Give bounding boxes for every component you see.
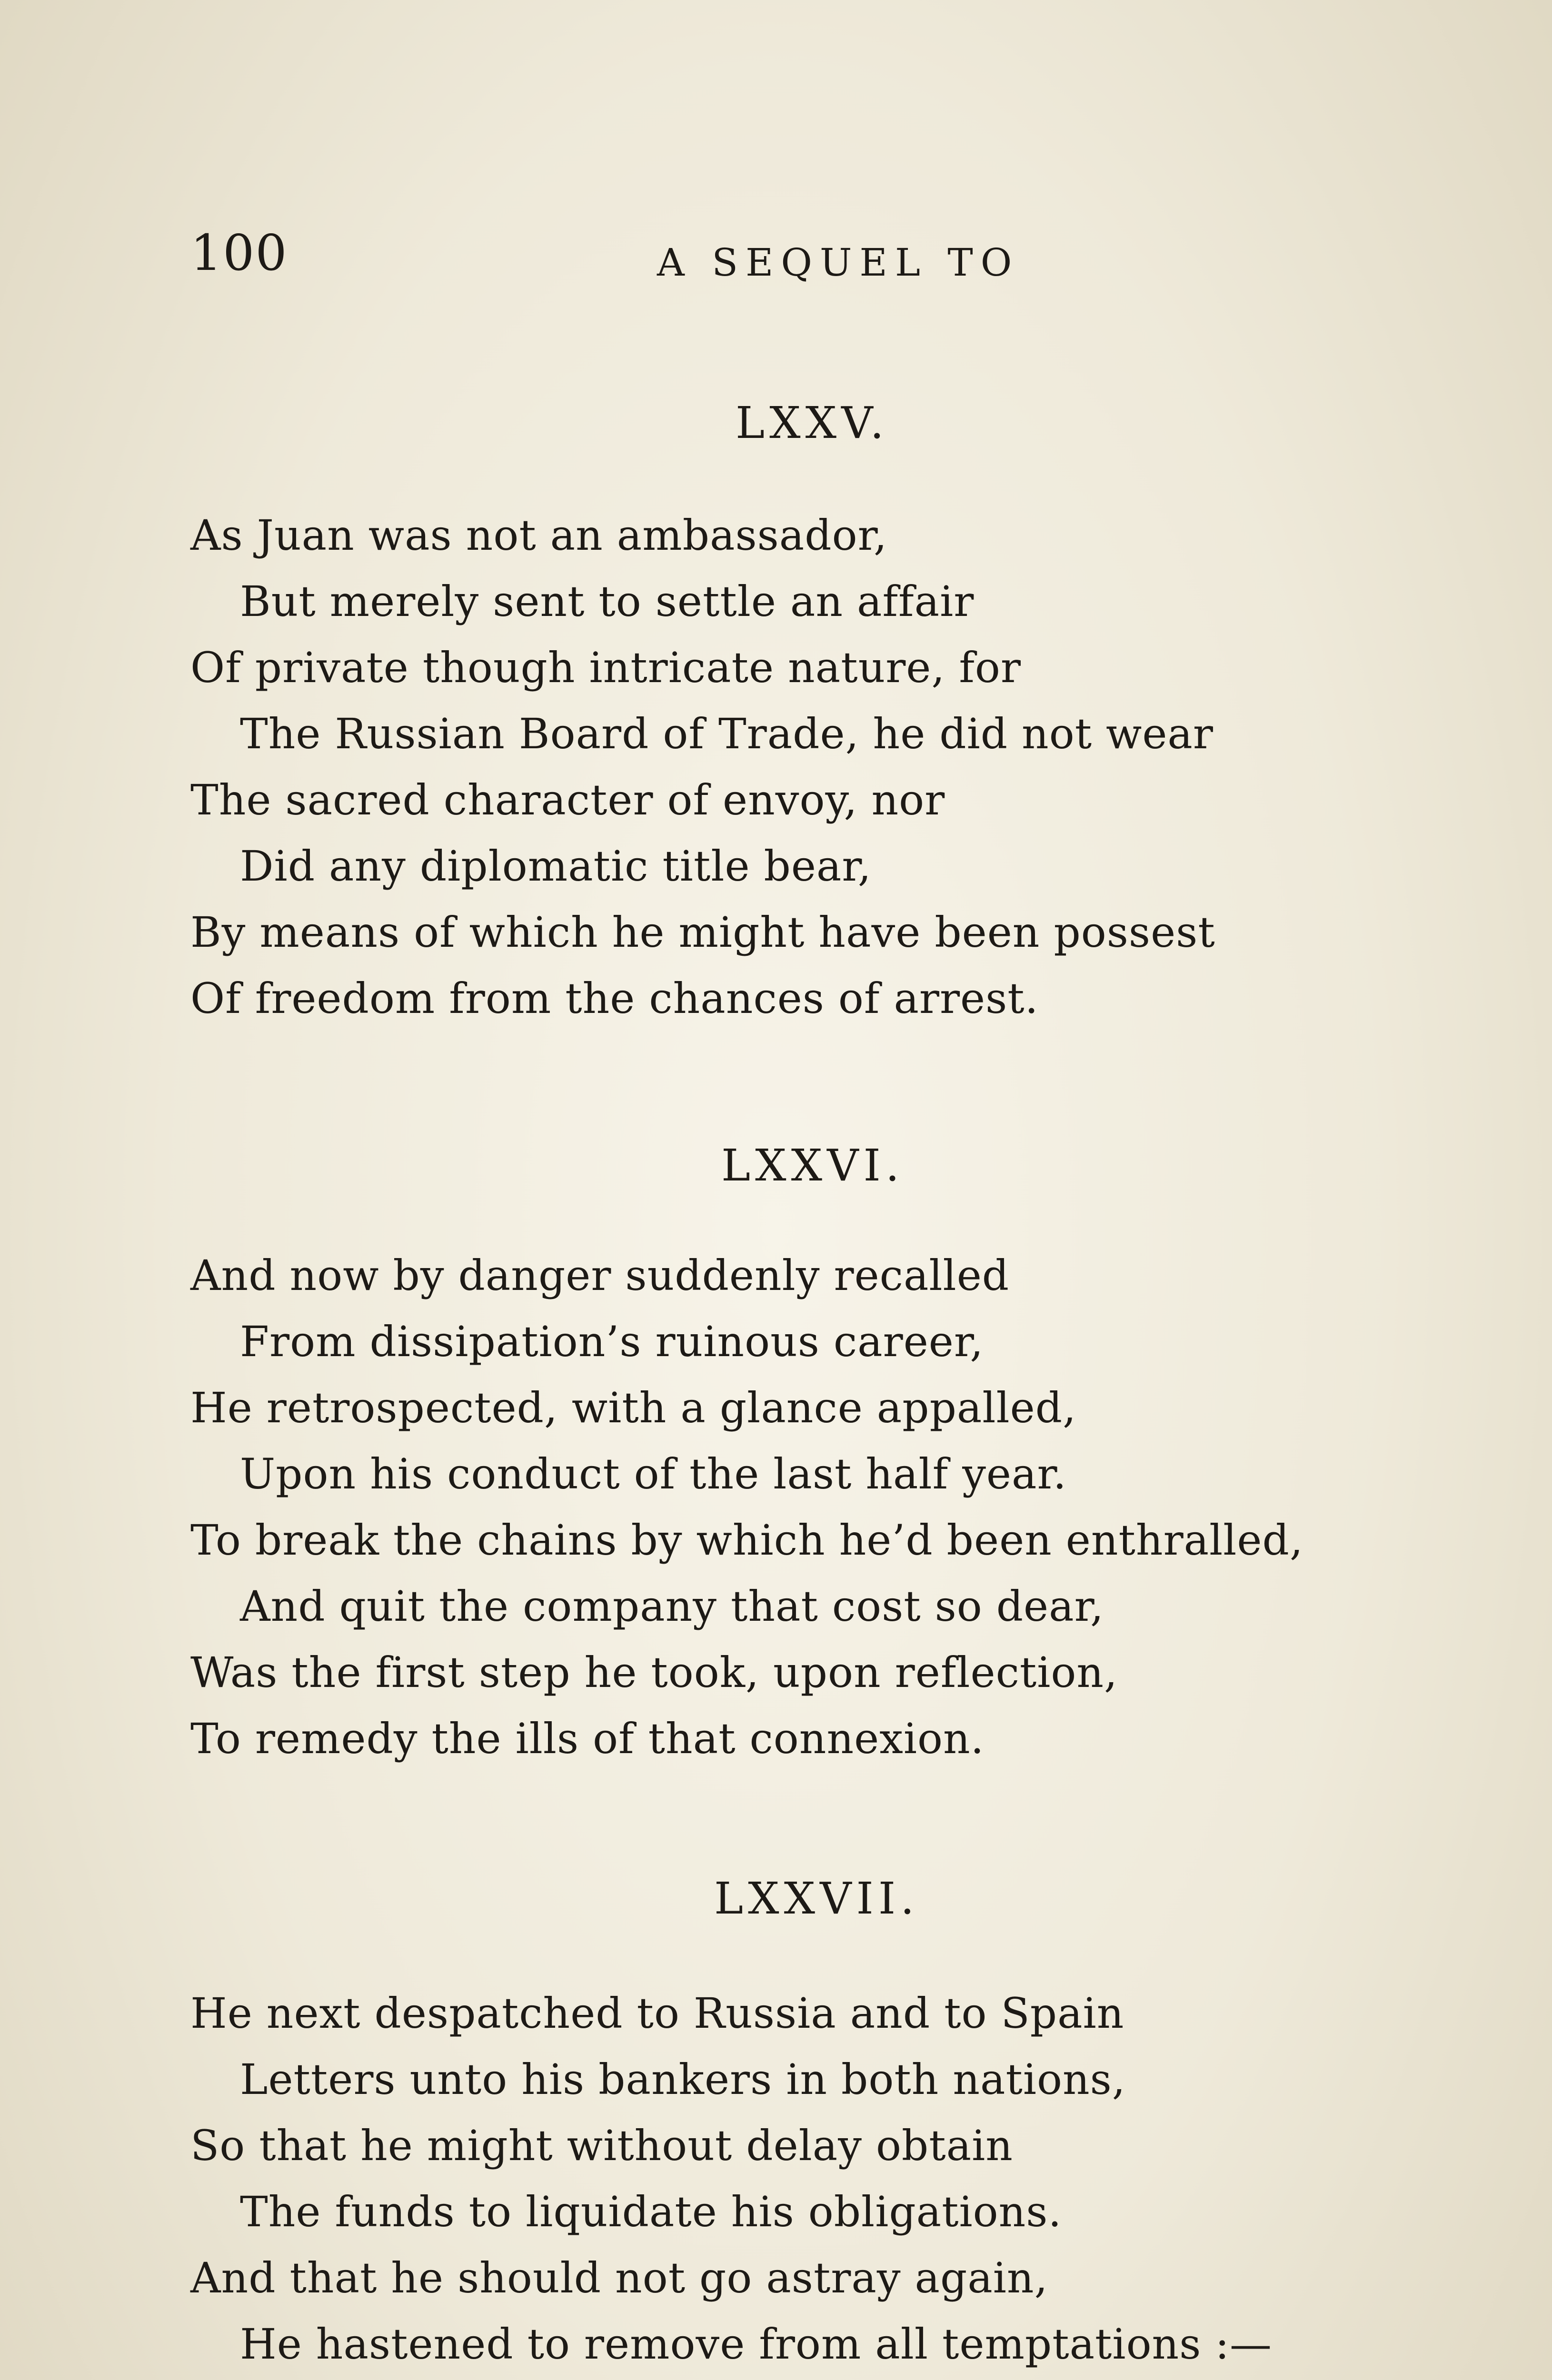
verse-line: And that he should not go astray again, <box>190 2253 1048 2302</box>
verse-line: By means of which he might have been possest <box>190 908 1215 957</box>
verse-line: Of private though intricate nature, for <box>190 643 1021 692</box>
verse-line: He hastened to remove from all temptations :— <box>240 2320 1272 2369</box>
verse-line: But merely sent to settle an affair <box>240 577 975 626</box>
verse-line: He retrospected, with a glance appalled, <box>190 1383 1077 1432</box>
stanza-lxxvii <box>190 1980 1476 2380</box>
running-title: A SEQUEL TO <box>657 240 1020 285</box>
verse-line: And quit the company that cost so dear, <box>240 1582 1104 1631</box>
verse-line: Was the first step he took, upon reflection, <box>190 1648 1118 1697</box>
verse-line: As Juan was not an ambassador, <box>190 511 887 560</box>
stanza-number-lxxvi: LXXVI. <box>721 1140 905 1191</box>
verse-line <box>190 2377 1476 2380</box>
stanza-lxxvi <box>190 1242 1476 1772</box>
stanza-lxxv <box>190 502 1476 1031</box>
verse-line: Did any diplomatic title bear, <box>240 842 872 891</box>
verse-line: To break the chains by which he’d been enthralled, <box>190 1516 1303 1565</box>
verse-line: Upon his conduct of the last half year. <box>240 1449 1067 1498</box>
verse-line: To remedy the ills of that connexion. <box>190 1714 985 1763</box>
verse-line: Letters unto his bankers in both nations, <box>240 2055 1126 2104</box>
verse-line: Of freedom from the chances of arrest. <box>190 974 1039 1023</box>
verse-line: From dissipation’s ruinous career, <box>240 1317 984 1366</box>
page-number: 100 <box>190 224 288 282</box>
verse-line: The Russian Board of Trade, he did not wear <box>240 709 1214 758</box>
verse-line: And now by danger suddenly recalled <box>190 1251 1010 1300</box>
stanza-number-lxxv: LXXV. <box>736 397 889 448</box>
verse-line: He next despatched to Russia and to Spain <box>190 1989 1124 2038</box>
stanza-number-lxxvii: LXXVII. <box>714 1873 919 1924</box>
verse-line: The funds to liquidate his obligations. <box>240 2187 1062 2236</box>
verse-line: The sacred character of envoy, nor <box>190 775 945 824</box>
verse-line: So that he might without delay obtain <box>190 2121 1013 2170</box>
